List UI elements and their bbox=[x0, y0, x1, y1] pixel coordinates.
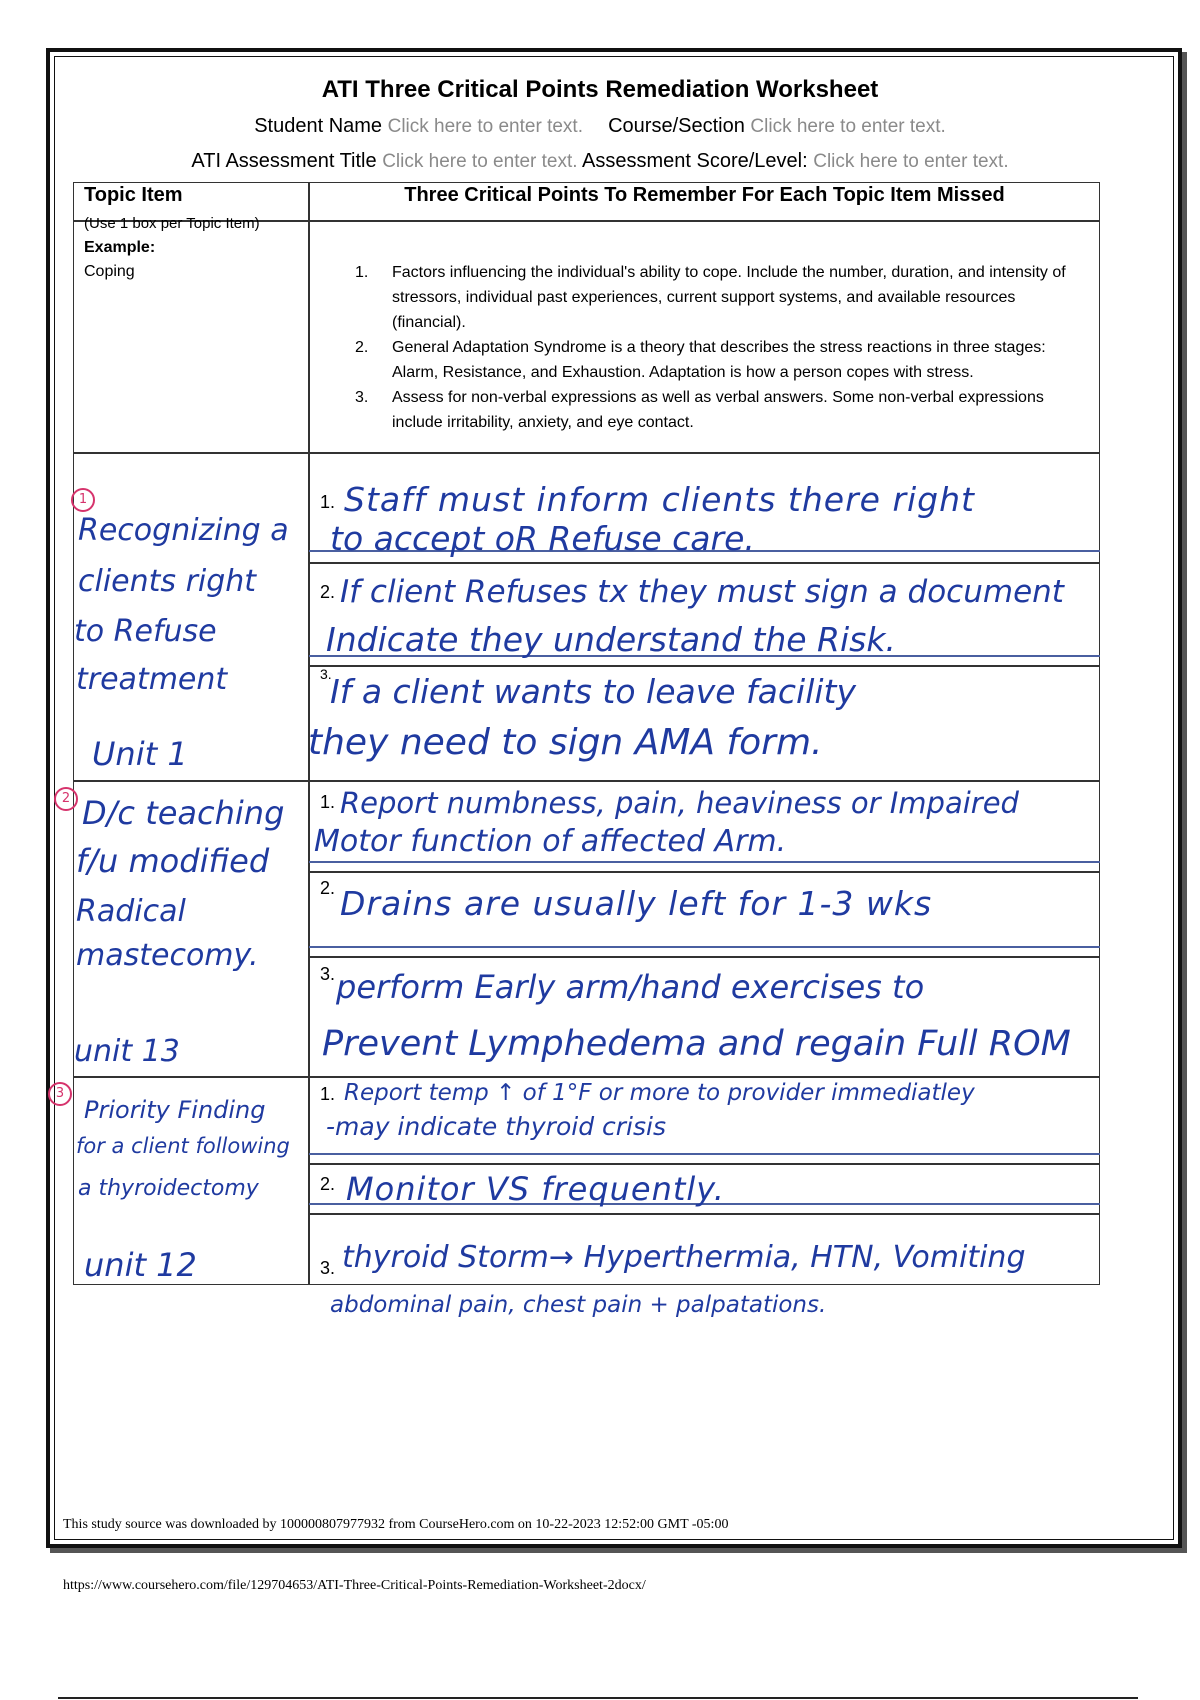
assessment-title-field[interactable]: Click here to enter text. bbox=[382, 151, 578, 172]
topic-line: for a client following bbox=[76, 1134, 290, 1158]
topic-line: f/u modified bbox=[76, 842, 270, 880]
example-point: 1. Factors influencing the individual's ability to cope. Include the number, duration, and intensity of stressors, individual past experiences, current support systems, and available resources (financial). bbox=[355, 264, 1066, 331]
example-topic: Coping bbox=[84, 263, 135, 280]
cell-divider bbox=[309, 956, 1100, 958]
example-point: 3. Assess for non-verbal expressions as well as verbal answers. Some non-verbal expressions include irritability, anxiety, and eye contact. bbox=[355, 389, 1044, 431]
course-section-label: Course/Section bbox=[608, 115, 745, 137]
topic-marker: 2 bbox=[54, 787, 78, 811]
point-text: they need to sign AMA form. bbox=[308, 722, 823, 763]
point-text: Motor function of affected Arm. bbox=[314, 824, 787, 859]
writing-rule bbox=[309, 946, 1100, 948]
frame-shadow-right bbox=[1182, 52, 1187, 1552]
bottom-rule bbox=[58, 1697, 1138, 1699]
point-number: 1. bbox=[320, 792, 336, 812]
cell-divider bbox=[309, 665, 1100, 667]
topic-line: D/c teaching bbox=[82, 794, 285, 832]
point-text: thyroid Storm→ Hyperthermia, HTN, Vomiting bbox=[342, 1240, 1026, 1275]
frame-shadow-bottom bbox=[50, 1548, 1187, 1553]
header-critical-points: Three Critical Points To Remember For Each Topic Item Missed bbox=[404, 184, 1005, 206]
point-text: If a client wants to leave facility bbox=[330, 672, 857, 711]
point-number: 3. bbox=[320, 1258, 336, 1278]
example-point: 2. General Adaptation Syndrome is a theory that describes the stress reactions in three stages: Alarm, Resistance, and Exhaustion. Adaptation is how a person copes with stress. bbox=[355, 339, 1046, 381]
unit-label: Unit 1 bbox=[92, 735, 188, 773]
point-number: 2. bbox=[320, 582, 336, 602]
row-divider-2 bbox=[73, 1076, 1100, 1078]
topic-line: treatment bbox=[76, 662, 228, 697]
point-text: -may indicate thyroid crisis bbox=[326, 1112, 666, 1141]
point-number: 2. bbox=[320, 1174, 336, 1194]
point-text: Report temp ↑ of 1°F or more to provider immediatley bbox=[344, 1080, 975, 1106]
assessment-line bbox=[0, 150, 1200, 173]
point-text: Report numbness, pain, heaviness or Impaired bbox=[340, 786, 1019, 820]
assessment-score-field[interactable]: Click here to enter text. bbox=[813, 151, 1009, 172]
assessment-title-label: ATI Assessment Title bbox=[191, 150, 377, 172]
topic-marker: 3 bbox=[48, 1082, 72, 1106]
writing-rule bbox=[309, 861, 1100, 863]
row-divider-example bbox=[73, 452, 1100, 454]
point-number: 1. bbox=[320, 492, 336, 512]
point-text: Drains are usually left for 1-3 wks bbox=[340, 884, 933, 923]
point-text: to accept oR Refuse care. bbox=[330, 519, 755, 558]
cell-divider bbox=[309, 1213, 1100, 1215]
topic-line: a thyroidectomy bbox=[78, 1176, 259, 1201]
point-number: 3. bbox=[320, 666, 332, 682]
topic-line: Recognizing a bbox=[78, 513, 289, 548]
point-text: perform Early arm/hand exercises to bbox=[336, 968, 925, 1006]
example-points bbox=[355, 260, 1090, 435]
topic-line: to Refuse bbox=[74, 614, 217, 649]
point-text: Staff must inform clients there right bbox=[344, 480, 975, 519]
row-divider-1 bbox=[73, 780, 1100, 782]
point-number: 2. bbox=[320, 878, 336, 898]
cell-divider bbox=[309, 871, 1100, 873]
unit-label: unit 13 bbox=[74, 1034, 180, 1069]
student-name-field[interactable]: Click here to enter text. bbox=[387, 116, 583, 137]
point-number: 3. bbox=[320, 964, 336, 984]
cell-divider bbox=[309, 1163, 1100, 1165]
download-source-note: This study source was downloaded by 100000807977932 from CourseHero.com on 10-22-2023 12:52:00 GMT -05:00 bbox=[63, 1517, 729, 1532]
header-topic-item-sub: (Use 1 box per Topic Item) bbox=[84, 215, 260, 232]
example-label: Example: bbox=[84, 239, 156, 256]
source-url: https://www.coursehero.com/file/129704653/ATI-Three-Critical-Points-Remediation-Worksheet-2docx/ bbox=[63, 1578, 646, 1593]
course-section-field[interactable]: Click here to enter text. bbox=[750, 116, 946, 137]
cell-divider bbox=[309, 562, 1100, 564]
topic-marker: 1 bbox=[71, 488, 95, 512]
point-number: 1. bbox=[320, 1084, 336, 1104]
student-course-line bbox=[0, 115, 1200, 138]
point-text: abdominal pain, chest pain + palpatations. bbox=[330, 1292, 827, 1318]
point-text: Monitor VS frequently. bbox=[346, 1170, 725, 1208]
assessment-score-label: Assessment Score/Level: bbox=[582, 150, 808, 172]
point-text: Indicate they understand the Risk. bbox=[326, 620, 896, 659]
worksheet-title: ATI Three Critical Points Remediation Worksheet bbox=[321, 76, 879, 103]
writing-rule bbox=[309, 1153, 1100, 1155]
student-name-label: Student Name bbox=[254, 115, 383, 137]
point-text: If client Refuses tx they must sign a document bbox=[340, 574, 1064, 610]
header-topic-item: Topic Item bbox=[84, 184, 183, 206]
topic-line: mastecomy. bbox=[76, 938, 259, 973]
unit-label: unit 12 bbox=[84, 1246, 197, 1284]
topic-line: clients right bbox=[78, 564, 257, 599]
point-text: Prevent Lymphedema and regain Full ROM bbox=[322, 1024, 1071, 1064]
topic-line: Radical bbox=[76, 894, 186, 929]
topic-line: Priority Finding bbox=[84, 1096, 266, 1124]
